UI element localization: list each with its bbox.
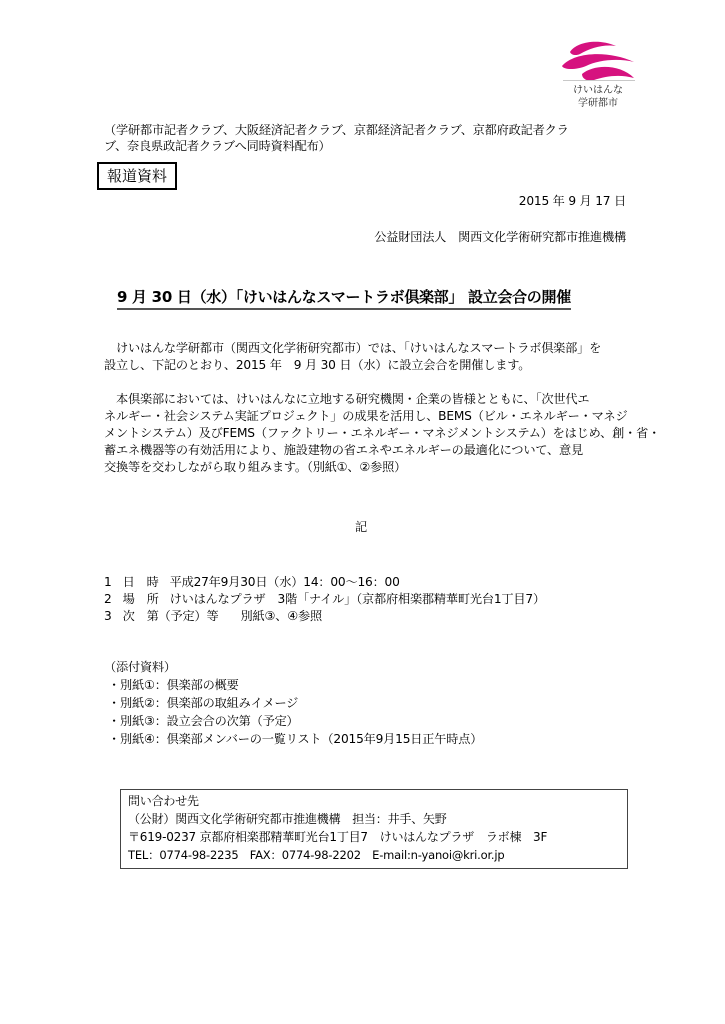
contact-heading: 問い合わせ先 (128, 794, 199, 808)
contact-address: 〒619-0237 京都府相楽郡精華町光台1丁目7 けいはんなプラザ ラボ棟 3F (128, 830, 548, 844)
paragraph2-line2: ネルギー・社会システム実証プロジェクト」の成果を活用し、BEMS（ビル・エネルギー・マネジ (104, 409, 628, 423)
detail-label: 場 所 (122, 592, 159, 606)
logo-text (560, 84, 636, 110)
logo-text-line1: けいはんな (573, 85, 623, 96)
logo-wave-middle (562, 54, 634, 69)
detail-num: 2 (104, 592, 112, 606)
detail-label: 次 第（予定）等 (122, 609, 219, 623)
logo-wave-top (570, 42, 616, 55)
detail-row-venue (104, 591, 545, 607)
paragraph1-line1: けいはんな学研都市（関西文化学術研究都市）では、「けいはんなスマートラボ倶楽部」を (104, 341, 602, 355)
logo-wave-bottom (582, 67, 634, 81)
attachments-heading: （添付資料） (104, 660, 176, 674)
contact-box (120, 789, 628, 869)
paragraph2-line4: 蓄エネ機器等の有効活用により、施設建物の省エネやエネルギーの最適化について、意見 (104, 443, 584, 457)
detail-value: 平成27年9月30日（水）14：00～16：00 (169, 575, 400, 589)
distribution-line1: （学研都市記者クラブ、大阪経済記者クラブ、京都経済記者クラブ、京都府政記者クラ (104, 123, 569, 137)
detail-row-datetime (104, 574, 400, 590)
attachment-item: ・別紙④：倶楽部メンバーの一覧リスト（2015年9月15日正午時点） (108, 732, 483, 746)
release-date: 2015 年 9 月 17 日 (518, 194, 626, 208)
detail-label: 日 時 (122, 575, 159, 589)
distribution-line2: ブ、奈良県政記者クラブへ同時資料配布） (104, 139, 331, 153)
detail-num: 3 (104, 609, 112, 623)
page-title: 9 月 30 日（水）「けいはんなスマートラボ倶楽部」 設立会合の開催 (117, 287, 571, 310)
paragraph2-line3: メントシステム）及びFEMS（ファクトリー・エネルギー・マネジメントシステム）をはじめ、創・省・ (104, 426, 661, 440)
press-release-label: 報道資料 (97, 162, 177, 190)
detail-value: 別紙③、④参照 (240, 609, 322, 623)
paragraph1-line2: 設立し、下記のとおり、2015 年 9 月 30 日（水）に設立会合を開催します。 (104, 358, 531, 372)
paragraph2-line5: 交換等を交わしながら取り組みます。（別紙①、②参照） (104, 460, 407, 474)
detail-num: 1 (104, 575, 112, 589)
paragraph2-line1: 本倶楽部においては、けいはんなに立地する研究機関・企業の皆様とともに、「次世代エ (104, 392, 590, 406)
attachment-item: ・別紙②：倶楽部の取組みイメージ (108, 696, 299, 710)
ki-heading: 記 (355, 520, 367, 534)
detail-row-agenda (104, 608, 322, 624)
contact-phone-email: TEL：0774-98-2235 FAX：0774-98-2202 E-mail:n-yanoi@kri.or.jp (128, 848, 505, 862)
attachment-item: ・別紙③：設立会合の次第（予定） (108, 714, 299, 728)
detail-value: けいはんなプラザ 3階「ナイル」（京都府相楽郡精華町光台1丁目7） (169, 592, 545, 606)
organization-name: 公益財団法人 関西文化学術研究都市推進機構 (374, 230, 626, 244)
logo-divider (563, 80, 635, 81)
contact-organization: （公財）関西文化学術研究都市推進機構 担当：井手、矢野 (128, 812, 447, 826)
logo-text-line2: 学研都市 (578, 98, 618, 109)
attachment-item: ・別紙①：倶楽部の概要 (108, 678, 239, 692)
